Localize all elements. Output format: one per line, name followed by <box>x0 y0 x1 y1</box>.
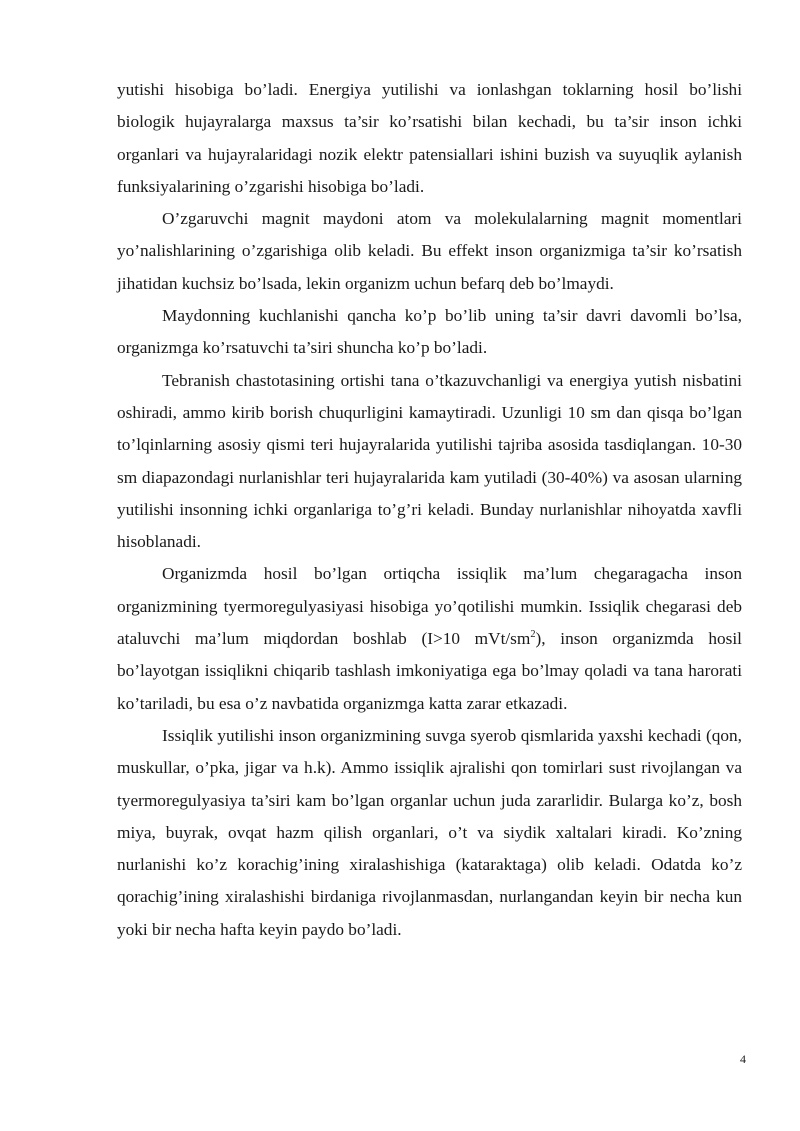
paragraph-5 <box>117 558 742 719</box>
paragraph-2: O’zgaruvchi magnit maydoni atom va molekulalarning magnit momentlari yo’nalishlarining o’zgarishiga olib keladi. Bu effekt inson organizmiga ta’sir ko’rsatish jihatidan kuchsiz bo’lsada, lekin organizm uchun befarq deb bo’lmaydi. <box>117 209 742 293</box>
paragraph-4: Tebranish chastotasining ortishi tana o’tkazuvchanligi va energiya yutish nisbatini oshiradi, ammo kirib borish chuqurligini kamaytiradi. Uzunligi 10 sm dan qisqa bo’lgan to’lqinlarning asosiy qismi teri hujayralarida yutilishi tajriba asosida tasdiqlangan. 10-30 sm diapazondagi nurlanishlar teri hujayralarida kam yutiladi (30-40%) va asosan ularning yutilishi insonning ichki organlariga to’g’ri keladi. Bunday nurlanishlar nihoyatda xavfli hisoblanadi. <box>117 370 742 552</box>
superscript-exponent: 2 <box>530 629 536 641</box>
paragraph-5-text-before: Organizmda hosil bo’lgan ortiqcha issiqlik ma’lum chegaragacha inson organizmining tyermoregulyasiyasi hisobiga yo’qotilishi mumkin. Issiqlik chegarasi deb ataluvchi ma’lum miqdordan boshlab (I>10 mVt/sm <box>117 564 742 649</box>
paragraph-3: Maydonning kuchlanishi qancha ko’p bo’lib uning ta’sir davri davomli bo’lsa, organizmga ko’rsatuvchi ta’siri shuncha ko’p bo’ladi. <box>117 306 742 358</box>
body-text <box>117 74 742 946</box>
paragraph-6: Issiqlik yutilishi inson organizmining suvga syerob qismlarida yaxshi kechadi (qon, muskullar, o’pka, jigar va h.k). Ammo issiqlik ajralishi qon tomirlari sust rivojlangan va tyermoregulyasiya ta’siri kam bo’lgan organlar uchun juda zararlidir. Bularga ko’z, bosh miya, buyrak, ovqat hazm qilish organlari, o’t va siydik xaltalari kiradi. Ko’zning nurlanishi ko’z korachig’ining xiralashishiga (kataraktaga) olib keladi. Odatda ko’z qorachig’ining xiralashishi birdaniga rivojlanmasdan, nurlangandan keyin bir necha kun yoki bir necha hafta keyin paydo bo’ladi. <box>117 725 742 939</box>
paragraph-1: yutishi hisobiga bo’ladi. Energiya yutilishi va ionlashgan toklarning hosil bo’lishi biologik hujayralarga maxsus ta’sir ko’rsatishi bilan kechadi, bu ta’sir inson ichki organlari va hujayralaridagi nozik elektr patensiallari ishini buzish va suyuqlik aylanish funksiyalarining o’zgarishi hisobiga bo’ladi. <box>117 80 742 196</box>
page-number: 4 <box>740 1052 746 1066</box>
paragraph-5-text-after: ), inson organizmda hosil bo’layotgan issiqlikni chiqarib tashlash imkoniyatiga ega bo’lmay qoladi va tana harorati ko’tariladi, bu esa o’z navbatida organizmga katta zarar etkazadi. <box>117 629 742 713</box>
